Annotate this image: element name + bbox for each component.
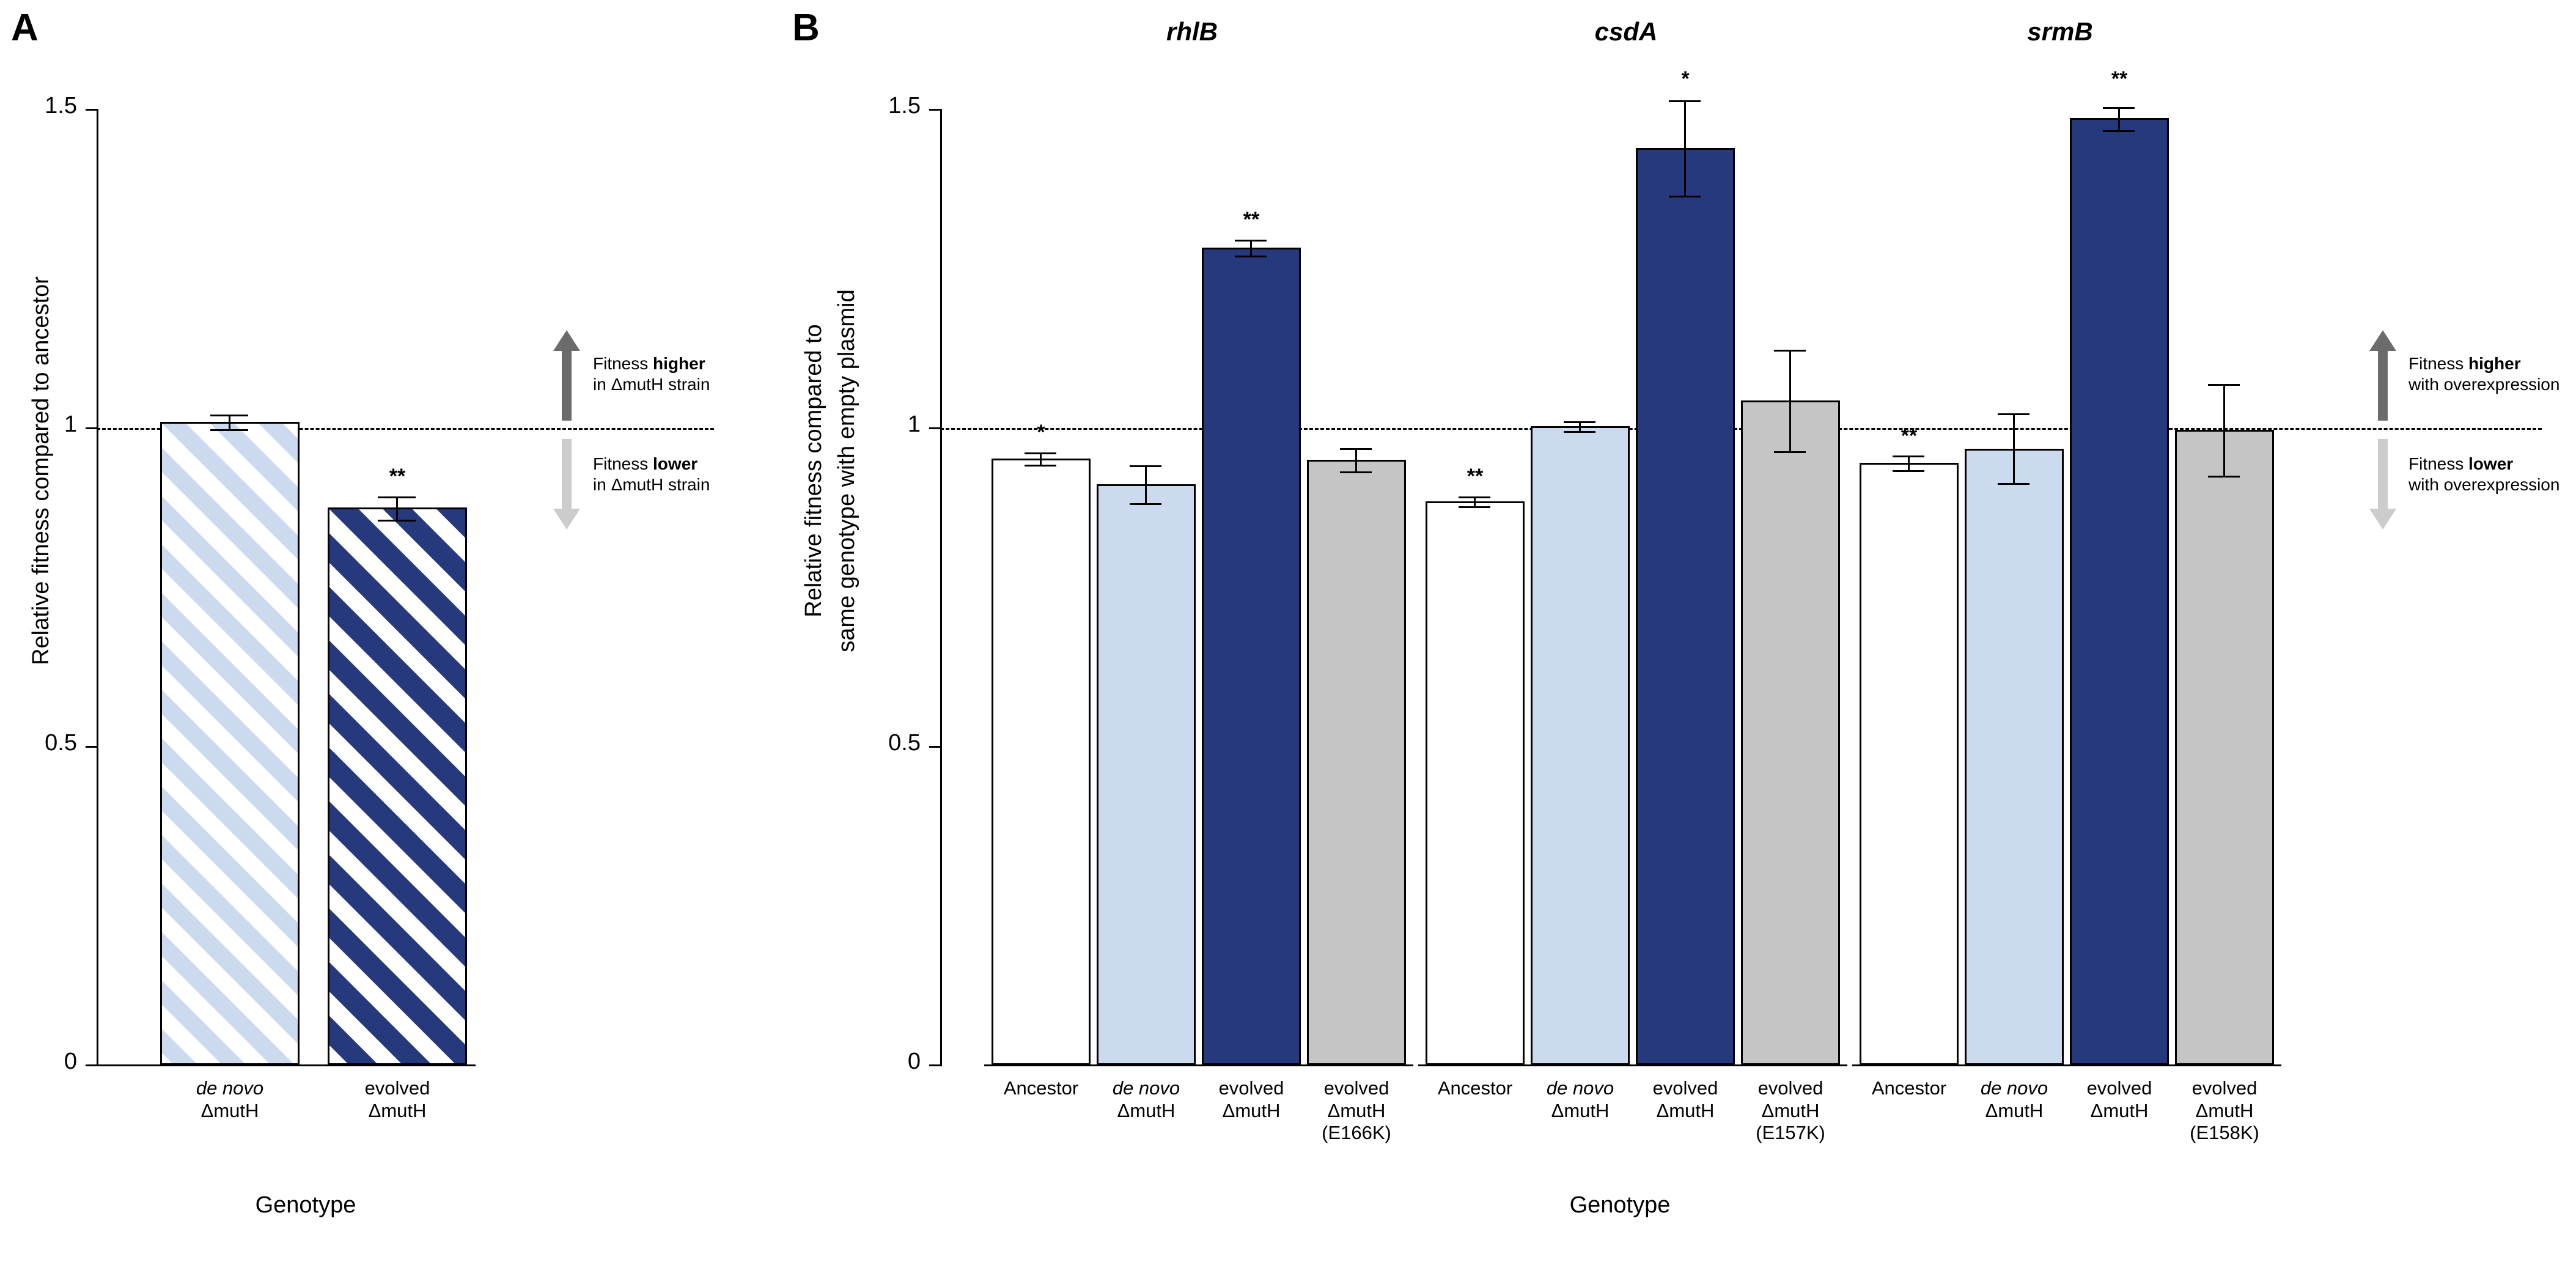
panel-b-label: B [792,7,820,49]
panel-b-ticklabel-2: 1 [907,411,921,437]
panel-a-ticklabel-0: 0 [64,1049,77,1074]
panel-b-category-label-csda-0 [1426,1077,1524,1100]
panel-b-tick-0 [929,1064,940,1066]
panel-a [0,0,776,1265]
panel-b-annotation-lower-bold: lower [2468,454,2514,473]
panel-b-errorcap-top-csda-evolved [1669,100,1701,102]
panel-b-annotation-higher [2409,353,2559,394]
panel-a-annotation-higher-bold: higher [653,354,705,373]
panel-b-errorcap-top-srmb-e158k [2208,384,2240,386]
panel-a-errorcap-bottom-evolved [378,520,416,522]
panel-b-category-label-rhlb-3 [1308,1077,1405,1145]
panel-b-category-label-csda-2 [1636,1077,1734,1122]
panel-b-errorcap-top-srmb-evolved [2103,107,2135,109]
panel-b-y-axis-title [801,73,827,868]
panel-b-baseline-rhlb [984,1064,1413,1066]
panel-b-errorcap-bottom-srmb-ancestor [1893,470,1924,472]
panel-b-ticklabel-0: 0 [907,1049,921,1074]
panel-b-bar-srmb-de-novo [1965,449,2064,1065]
panel-a-category-label-0-line2: ΔmutH [201,1099,259,1121]
panel-b-group-title-srmb: srmB [2027,17,2093,46]
panel-b-errorcap-top-rhlb-e166k [1340,448,1372,450]
panel-b-bar-rhlb-e166k [1307,460,1406,1065]
panel-a-annotation-higher-line2: in ΔmutH strain [593,374,710,394]
panel-b-bar-csda-ancestor [1426,501,1525,1065]
panel-b-category-label-csda-0-line1: Ancestor [1437,1077,1513,1099]
panel-b-errorbar-csda-e157k [1789,350,1791,451]
panel-b-group-title-rhlb: rhlB [1166,17,1218,46]
panel-b-errorcap-top-rhlb-ancestor [1025,452,1056,454]
panel-b-category-label-rhlb-2 [1202,1077,1300,1122]
panel-b-category-label-csda-3-line3: (E157K) [1756,1122,1825,1144]
panel-b-arrow-down-icon [2369,439,2396,529]
panel-b-category-label-rhlb-2-line1: evolved [1218,1077,1284,1099]
panel-b-category-label-csda-3-line2: ΔmutH [1761,1099,1820,1121]
panel-b-baseline-csda [1418,1064,1847,1066]
panel-b-errorcap-top-csda-ancestor [1459,496,1490,498]
panel-b-category-label-rhlb-2-line2: ΔmutH [1222,1099,1281,1121]
panel-a-ticklabel-1: 0.5 [45,730,77,756]
panel-b-tick-1.0 [929,427,940,429]
panel-b-bar-srmb-evolved [2070,118,2169,1065]
panel-b-x-axis-title: Genotype [1569,1192,1671,1218]
panel-b-errorcap-bottom-csda-de-novo [1564,431,1595,433]
panel-a-tick-1.0 [86,427,97,429]
panel-b-category-label-rhlb-1-line2: ΔmutH [1117,1099,1176,1121]
panel-b-errorcap-top-csda-e157k [1774,350,1806,352]
panel-a-ticklabel-3: 1.5 [45,93,77,119]
panel-a-ticklabel-2: 1 [64,411,77,437]
panel-a-annotation-lower-pre: Fitness [593,454,653,473]
panel-b-bar-srmb-e158k [2175,430,2274,1065]
panel-b-significance-csda-evolved: * [1681,67,1690,90]
panel-b-annotation-higher-pre: Fitness [2409,354,2469,373]
panel-b-bar-csda-de-novo [1531,426,1630,1065]
panel-b-errorcap-bottom-srmb-de-novo [1998,483,2030,485]
panel-b-y-axis-line [940,109,942,1066]
panel-a-bar-evolved [328,507,467,1065]
panel-b-errorbar-rhlb-ancestor [1040,452,1042,465]
panel-b-annotation-lower-pre: Fitness [2409,454,2469,473]
panel-b-annotation-higher-line2: with overexpression [2409,374,2560,394]
panel-b-tick-0.5 [929,746,940,748]
panel-a-y-axis-title: Relative fitness compared to ancestor [28,276,54,665]
panel-b-category-label-srmb-2-line1: evolved [2086,1077,2152,1099]
panel-a-annotation-lower [593,454,710,495]
panel-a-errorcap-bottom-de-novo [210,429,248,431]
panel-b [776,0,2576,1265]
panel-a-category-label-0-line1: de novo [196,1077,264,1099]
panel-b-category-label-rhlb-0-line1: Ancestor [1003,1077,1079,1099]
panel-b-errorcap-top-csda-de-novo [1564,421,1595,423]
panel-b-category-label-rhlb-3-line1: evolved [1323,1077,1389,1099]
panel-a-category-label-1 [324,1077,471,1122]
panel-b-category-label-srmb-2-line2: ΔmutH [2090,1099,2149,1121]
panel-a-annotation-lower-line2: in ΔmutH strain [593,474,710,494]
panel-b-errorcap-bottom-srmb-e158k [2208,476,2240,478]
panel-b-category-label-srmb-1 [1965,1077,2063,1122]
panel-b-significance-srmb-ancestor: ** [1901,424,1918,448]
panel-b-errorcap-bottom-rhlb-evolved [1235,256,1267,257]
panel-b-category-label-csda-2-line1: evolved [1652,1077,1718,1099]
panel-a-errorcap-top-de-novo [210,415,248,416]
panel-b-errorbar-srmb-e158k [2223,384,2225,476]
panel-b-errorcap-top-srmb-de-novo [1998,413,2030,415]
panel-b-errorcap-bottom-csda-ancestor [1459,506,1490,508]
panel-a-annotation-higher-pre: Fitness [593,354,653,373]
panel-b-category-label-rhlb-1 [1097,1077,1195,1122]
panel-b-category-label-srmb-3-line1: evolved [2191,1077,2258,1099]
panel-b-errorcap-bottom-csda-e157k [1774,451,1806,453]
panel-a-annotation-lower-bold: lower [653,454,698,473]
panel-b-bar-csda-evolved [1636,148,1735,1065]
panel-b-significance-srmb-evolved: ** [2111,67,2128,90]
panel-b-bar-srmb-ancestor [1860,463,1959,1065]
panel-b-errorcap-top-srmb-ancestor [1893,455,1924,457]
panel-b-errorcap-bottom-csda-evolved [1669,196,1701,197]
panel-b-annotation-lower [2409,454,2559,495]
panel-a-category-label-1-line2: ΔmutH [368,1099,427,1121]
panel-b-category-label-rhlb-3-line2: ΔmutH [1327,1099,1386,1121]
panel-a-arrow-up-icon [553,330,580,421]
panel-b-bar-rhlb-evolved [1202,248,1301,1065]
panel-a-label: A [11,7,39,49]
panel-b-tick-1.5 [929,109,940,111]
panel-b-errorcap-bottom-rhlb-e166k [1340,471,1372,473]
panel-b-significance-rhlb-ancestor: * [1037,421,1045,444]
panel-b-annotation-higher-bold: higher [2468,354,2521,373]
panel-b-errorcap-top-rhlb-evolved [1235,240,1267,242]
panel-a-tick-0.5 [86,746,97,748]
panel-b-category-label-srmb-0-line1: Ancestor [1871,1077,1947,1099]
panel-a-significance-evolved: ** [389,465,406,488]
panel-b-errorbar-rhlb-de-novo [1145,465,1147,503]
panel-b-category-label-srmb-3-line2: ΔmutH [2195,1099,2254,1121]
panel-b-significance-csda-ancestor: ** [1466,465,1484,488]
panel-b-category-label-srmb-2 [2070,1077,2168,1122]
panel-b-category-label-rhlb-0 [992,1077,1090,1100]
panel-b-group-title-csda: csdA [1594,17,1658,46]
panel-b-category-label-csda-3-line1: evolved [1757,1077,1823,1099]
panel-b-category-label-csda-2-line2: ΔmutH [1656,1099,1715,1121]
panel-a-category-label-1-line1: evolved [364,1077,430,1099]
panel-a-bar-de-novo [160,422,300,1065]
panel-b-category-label-csda-1 [1531,1077,1629,1122]
panel-a-baseline [97,1064,476,1066]
panel-b-ticklabel-1: 0.5 [888,730,921,756]
panel-b-category-label-srmb-1-line2: ΔmutH [1985,1099,2044,1121]
panel-a-errorbar-evolved [396,496,398,520]
panel-b-category-label-rhlb-3-line3: (E166K) [1322,1122,1391,1144]
panel-b-errorbar-srmb-evolved [2118,107,2120,130]
panel-b-baseline-srmb [1852,1064,2281,1066]
panel-b-errorbar-rhlb-e166k [1355,448,1357,471]
panel-a-arrow-down-icon [553,439,580,529]
panel-b-category-label-csda-3 [1742,1077,1839,1145]
panel-a-tick-1.5 [86,109,97,111]
panel-a-x-axis-title: Genotype [255,1192,356,1218]
panel-b-bar-rhlb-ancestor [992,459,1091,1065]
panel-b-arrow-up-icon [2369,330,2396,421]
panel-a-errorbar-de-novo [229,415,230,429]
panel-a-errorcap-top-evolved [378,496,416,498]
panel-b-errorbar-rhlb-evolved [1250,240,1252,256]
panel-a-tick-0 [86,1064,97,1066]
panel-b-category-label-srmb-3-line3: (E158K) [2190,1122,2259,1144]
panel-b-errorcap-bottom-rhlb-de-novo [1130,503,1161,505]
panel-b-y-axis-title-line1: Relative fitness compared to [801,324,826,618]
panel-b-category-label-rhlb-1-line1: de novo [1112,1077,1180,1099]
panel-b-errorcap-top-rhlb-de-novo [1130,465,1161,467]
panel-b-errorcap-bottom-srmb-evolved [2103,130,2135,132]
panel-b-errorcap-bottom-rhlb-ancestor [1025,465,1056,467]
panel-b-ticklabel-3: 1.5 [888,93,921,119]
panel-a-y-axis-line [97,109,98,1066]
panel-b-category-label-srmb-1-line1: de novo [1980,1077,2048,1099]
panel-b-category-label-srmb-0 [1860,1077,1958,1100]
panel-b-category-label-srmb-3 [2176,1077,2273,1145]
panel-a-category-label-0 [156,1077,303,1122]
panel-b-errorbar-srmb-ancestor [1908,455,1910,470]
panel-b-bar-csda-e157k [1741,400,1840,1065]
panel-b-errorbar-csda-evolved [1684,100,1686,196]
panel-b-significance-rhlb-evolved: ** [1243,208,1260,231]
panel-b-bar-rhlb-de-novo [1097,484,1196,1065]
panel-b-y-axis-title-line2: same genotype with empty plasmid [834,289,859,652]
panel-a-annotation-higher [593,353,710,394]
panel-b-category-label-csda-1-line2: ΔmutH [1551,1099,1610,1121]
panel-b-errorbar-srmb-de-novo [2013,413,2015,483]
panel-b-annotation-lower-line2: with overexpression [2409,474,2560,494]
panel-b-category-label-csda-1-line1: de novo [1546,1077,1614,1099]
